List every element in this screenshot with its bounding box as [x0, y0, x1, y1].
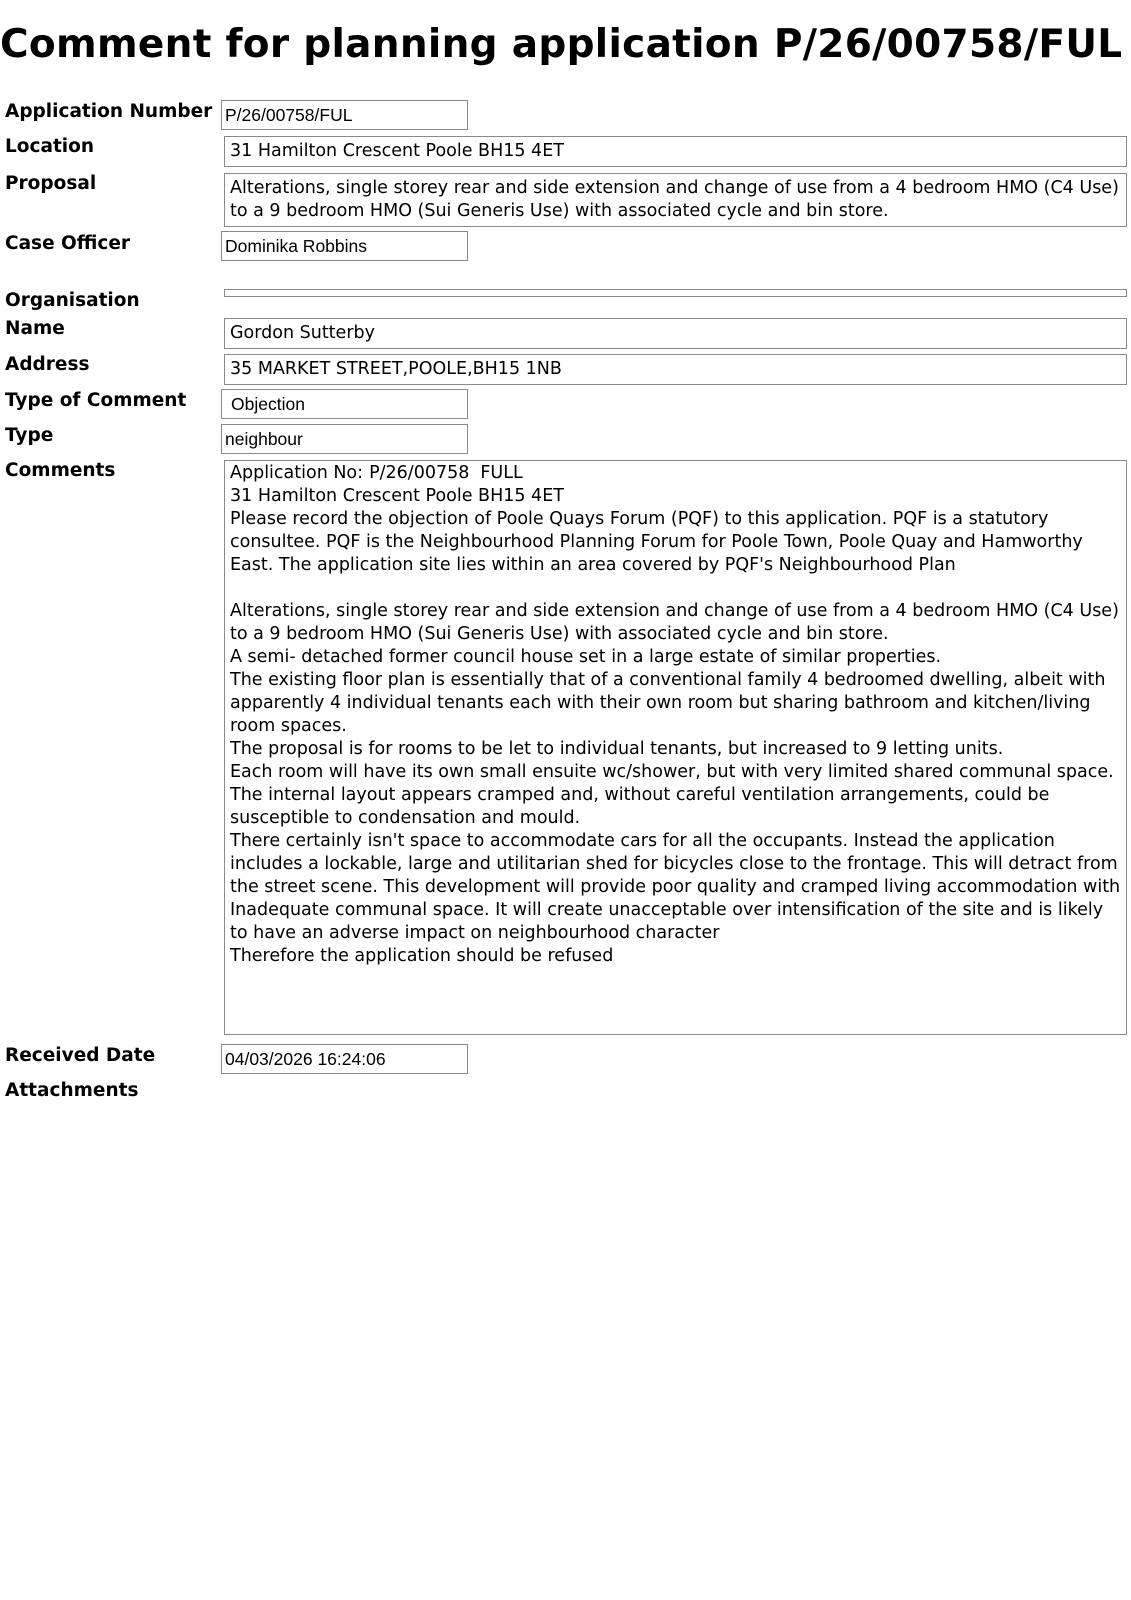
comments-field: Application No: P/26/00758 FULL 31 Hamilton Crescent Poole BH15 4ET Please record the objection of Poole Quays Forum (PQF) to this application. PQF is a statutory consultee. PQF is the Neighbourhood Planning Forum for Poole Town, Poole Quay and Hamworthy East. The application site lies within an area covered by PQF's Neighbourhood Plan Alterations, single storey rear and side extension and change of use from a 4 bedroom HMO (C4 Use) to a 9 bedroom HMO (Sui Generis Use) with associated cycle and bin store. A semi- detached former council house set in a large estate of similar properties. The existing floor plan is essentially that of a conventional family 4 bedroomed dwelling, albeit with apparently 4 individual tenants each with their own room but sharing bathroom and kitchen/living room spaces. The proposal is for rooms to be let to individual tenants, but increased to 9 letting units. Each room will have its own small ensuite wc/shower, but with very limited shared communal space. The internal layout appears cramped and, without careful ventilation arrangements, could be susceptible to condensation and mould. There certainly isn't space to accommodate cars for all the occupants. Instead the application includes a lockable, large and utilitarian shed for bicycles close to the frontage. This will detract from the street scene. This development will provide poor quality and cramped living accommodation with Inadequate communal space. It will create unacceptable over intensification of the site and is likely to have an adverse impact on neighbourhood character Therefore the application should be refused: [224, 460, 1127, 1035]
organisation-field: [224, 289, 1127, 297]
name-field: Gordon Sutterby: [224, 318, 1127, 349]
type-of-comment-field: Objection: [221, 389, 468, 419]
application-number-label: Application Number: [5, 101, 213, 122]
address-label: Address: [5, 354, 90, 375]
organisation-label: Organisation: [5, 290, 140, 311]
address-field: 35 MARKET STREET,POOLE,BH15 1NB: [224, 354, 1127, 385]
name-label: Name: [5, 318, 65, 339]
proposal-label: Proposal: [5, 173, 97, 194]
type-of-comment-label: Type of Comment: [5, 390, 187, 411]
proposal-field: Alterations, single storey rear and side extension and change of use from a 4 bedroom HMO (C4 Use) to a 9 bedroom HMO (Sui Generis Use) with associated cycle and bin store.: [224, 173, 1127, 227]
comments-label: Comments: [5, 460, 116, 481]
page-title: Comment for planning application P/26/00758/FUL: [0, 22, 1123, 67]
type-field: neighbour: [221, 424, 468, 454]
attachments-label: Attachments: [5, 1080, 139, 1101]
case-officer-label: Case Officer: [5, 233, 131, 254]
case-officer-field: Dominika Robbins: [221, 231, 468, 261]
received-date-label: Received Date: [5, 1045, 156, 1066]
received-date-field: 04/03/2026 16:24:06: [221, 1044, 468, 1074]
application-number-field: P/26/00758/FUL: [221, 100, 468, 130]
location-field: 31 Hamilton Crescent Poole BH15 4ET: [224, 136, 1127, 167]
type-label: Type: [5, 425, 54, 446]
location-label: Location: [5, 136, 95, 157]
